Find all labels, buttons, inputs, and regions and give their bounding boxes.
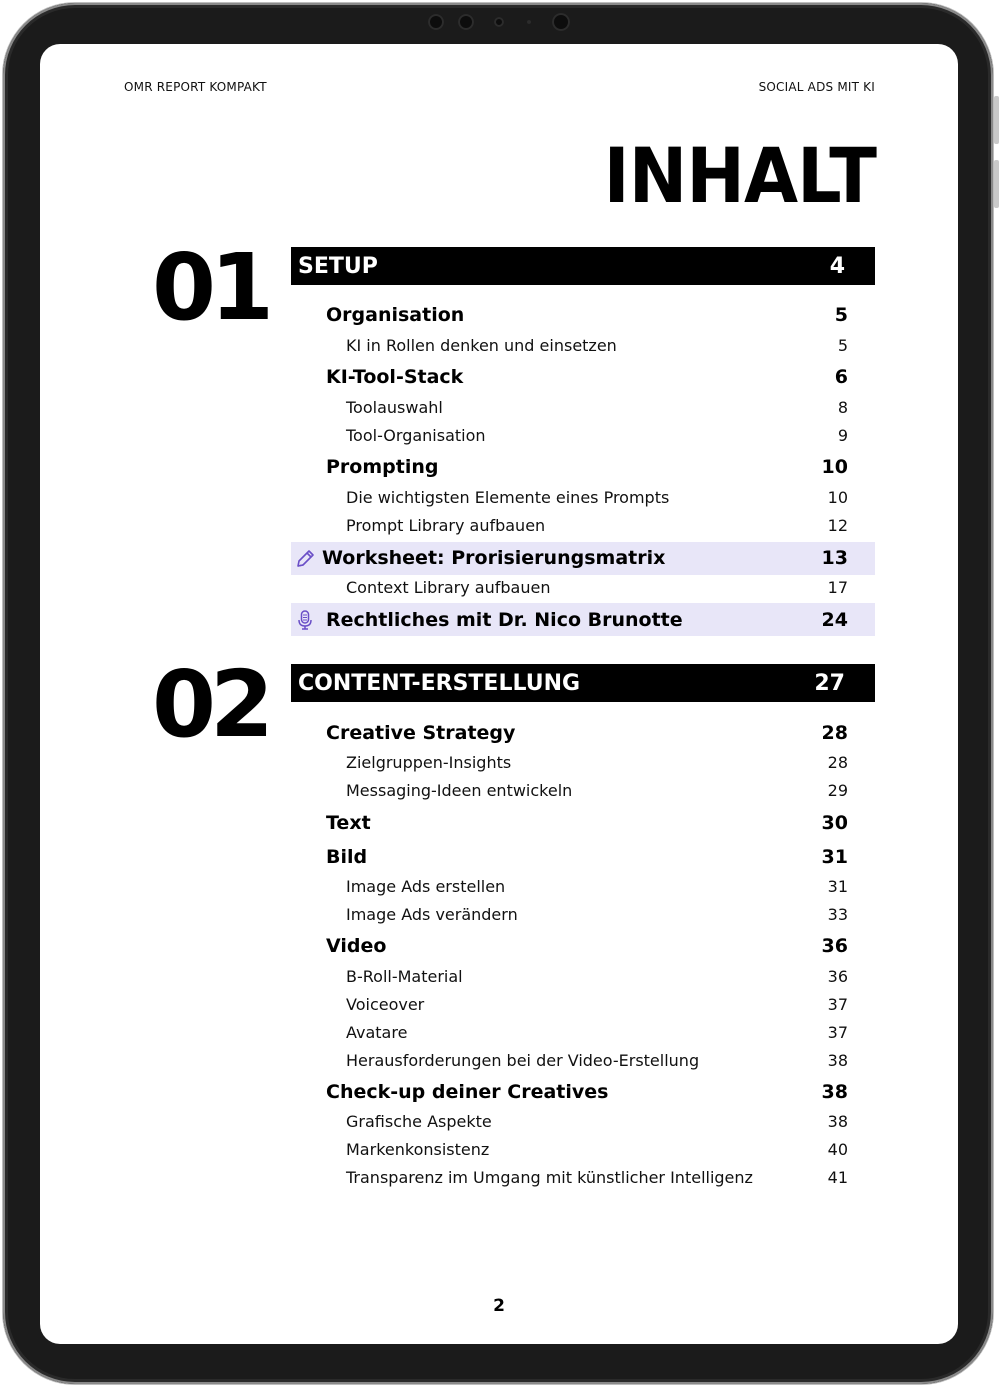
page-number: 2 xyxy=(493,1296,505,1316)
section-header-bar[interactable] xyxy=(291,664,875,702)
volume-button-top xyxy=(994,96,999,144)
entry-label: Image Ads erstellen xyxy=(346,876,506,896)
entry-page: 29 xyxy=(827,780,848,800)
entry-page: 33 xyxy=(827,904,848,924)
toc-entry[interactable] xyxy=(326,809,848,837)
entry-page: 38 xyxy=(827,1050,848,1070)
entry-page: 5 xyxy=(837,335,848,355)
entry-label: Check-up deiner Creatives xyxy=(326,1081,609,1103)
toc-entry[interactable] xyxy=(326,932,848,960)
entry-label: KI-Tool-Stack xyxy=(326,366,464,388)
entry-page: 31 xyxy=(827,876,848,896)
pencil-icon xyxy=(294,548,316,570)
page-screen xyxy=(40,44,958,1344)
entry-page: 28 xyxy=(821,722,848,744)
toc-entry[interactable] xyxy=(326,453,848,481)
entry-page: 9 xyxy=(837,425,848,445)
toc-subentry[interactable] xyxy=(326,333,848,357)
toc-subentry[interactable] xyxy=(326,964,848,988)
toc-subentry[interactable] xyxy=(326,513,848,537)
entry-page: 37 xyxy=(827,994,848,1014)
entry-page: 6 xyxy=(834,366,848,388)
entry-label: Zielgruppen-Insights xyxy=(346,752,512,772)
toc-subentry[interactable] xyxy=(326,750,848,774)
entry-page: 40 xyxy=(827,1139,848,1159)
section-page: 27 xyxy=(814,670,845,696)
toc-entry[interactable] xyxy=(326,363,848,391)
entry-label: Toolauswahl xyxy=(346,397,443,417)
entry-page: 24 xyxy=(821,609,848,631)
header-left: OMR REPORT KOMPAKT xyxy=(124,80,267,94)
toc-subentry[interactable] xyxy=(326,423,848,447)
toc-entry[interactable] xyxy=(326,719,848,747)
entry-label: Context Library aufbauen xyxy=(346,577,551,597)
entry-page: 41 xyxy=(827,1167,848,1187)
entry-label: Rechtliches mit Dr. Nico Brunotte xyxy=(326,609,683,631)
toc-subentry[interactable] xyxy=(326,992,848,1016)
toc-entry-worksheet[interactable] xyxy=(322,544,848,572)
toc-subentry[interactable] xyxy=(326,1109,848,1133)
page-title: INHALT xyxy=(603,131,876,220)
entry-label: Voiceover xyxy=(346,994,425,1014)
entry-page: 36 xyxy=(827,966,848,986)
entry-label: KI in Rollen denken und einsetzen xyxy=(346,335,617,355)
toc-subentry[interactable] xyxy=(326,1137,848,1161)
entry-label: Image Ads verändern xyxy=(346,904,518,924)
entry-page: 36 xyxy=(821,935,848,957)
entry-label: Die wichtigsten Elemente eines Prompts xyxy=(346,487,670,507)
entry-label: Text xyxy=(326,812,371,834)
toc-subentry[interactable] xyxy=(326,1020,848,1044)
entry-label: Markenkonsistenz xyxy=(346,1139,490,1159)
toc-subentry[interactable] xyxy=(326,874,848,898)
entry-label: Worksheet: Prorisierungsmatrix xyxy=(322,547,666,569)
entry-label: Messaging-Ideen entwickeln xyxy=(346,780,573,800)
entry-label: Avatare xyxy=(346,1022,408,1042)
section-page: 4 xyxy=(829,253,845,279)
entry-label: Grafische Aspekte xyxy=(346,1111,492,1131)
entry-page: 10 xyxy=(821,456,848,478)
entry-page: 17 xyxy=(827,577,848,597)
entry-page: 10 xyxy=(827,487,848,507)
section-title: SETUP xyxy=(298,253,378,279)
entry-page: 38 xyxy=(821,1081,848,1103)
entry-label: Bild xyxy=(326,846,368,868)
toc-subentry[interactable] xyxy=(326,575,848,599)
toc-subentry[interactable] xyxy=(326,1165,848,1189)
entry-page: 30 xyxy=(821,812,848,834)
toc-entry[interactable] xyxy=(326,301,848,329)
toc-entry[interactable] xyxy=(326,843,848,871)
entry-page: 37 xyxy=(827,1022,848,1042)
section-title: CONTENT-ERSTELLUNG xyxy=(298,670,581,696)
entry-label: Prompting xyxy=(326,456,439,478)
toc-subentry[interactable] xyxy=(326,778,848,802)
entry-page: 38 xyxy=(827,1111,848,1131)
section-number: 01 xyxy=(152,234,269,341)
header-right: SOCIAL ADS MIT KI xyxy=(758,80,875,94)
section-header-bar[interactable] xyxy=(291,247,875,285)
section-number: 02 xyxy=(152,651,269,758)
entry-page: 8 xyxy=(837,397,848,417)
toc-subentry[interactable] xyxy=(326,902,848,926)
toc-entry-interview[interactable] xyxy=(326,606,848,634)
entry-page: 13 xyxy=(821,547,848,569)
entry-label: Transparenz im Umgang mit künstlicher Intelligenz xyxy=(346,1167,753,1187)
volume-button-bottom xyxy=(994,160,999,208)
entry-label: Tool-Organisation xyxy=(346,425,486,445)
toc-entry[interactable] xyxy=(326,1078,848,1106)
entry-label: Creative Strategy xyxy=(326,722,516,744)
entry-label: Video xyxy=(326,935,387,957)
entry-page: 31 xyxy=(821,846,848,868)
entry-label: Herausforderungen bei der Video-Erstellung xyxy=(346,1050,700,1070)
toc-subentry[interactable] xyxy=(326,1048,848,1072)
entry-page: 28 xyxy=(827,752,848,772)
entry-label: B-Roll-Material xyxy=(346,966,463,986)
microphone-icon xyxy=(294,609,316,631)
toc-subentry[interactable] xyxy=(326,485,848,509)
entry-label: Prompt Library aufbauen xyxy=(346,515,546,535)
entry-page: 12 xyxy=(827,515,848,535)
entry-page: 5 xyxy=(834,304,848,326)
toc-subentry[interactable] xyxy=(326,395,848,419)
entry-label: Organisation xyxy=(326,304,465,326)
